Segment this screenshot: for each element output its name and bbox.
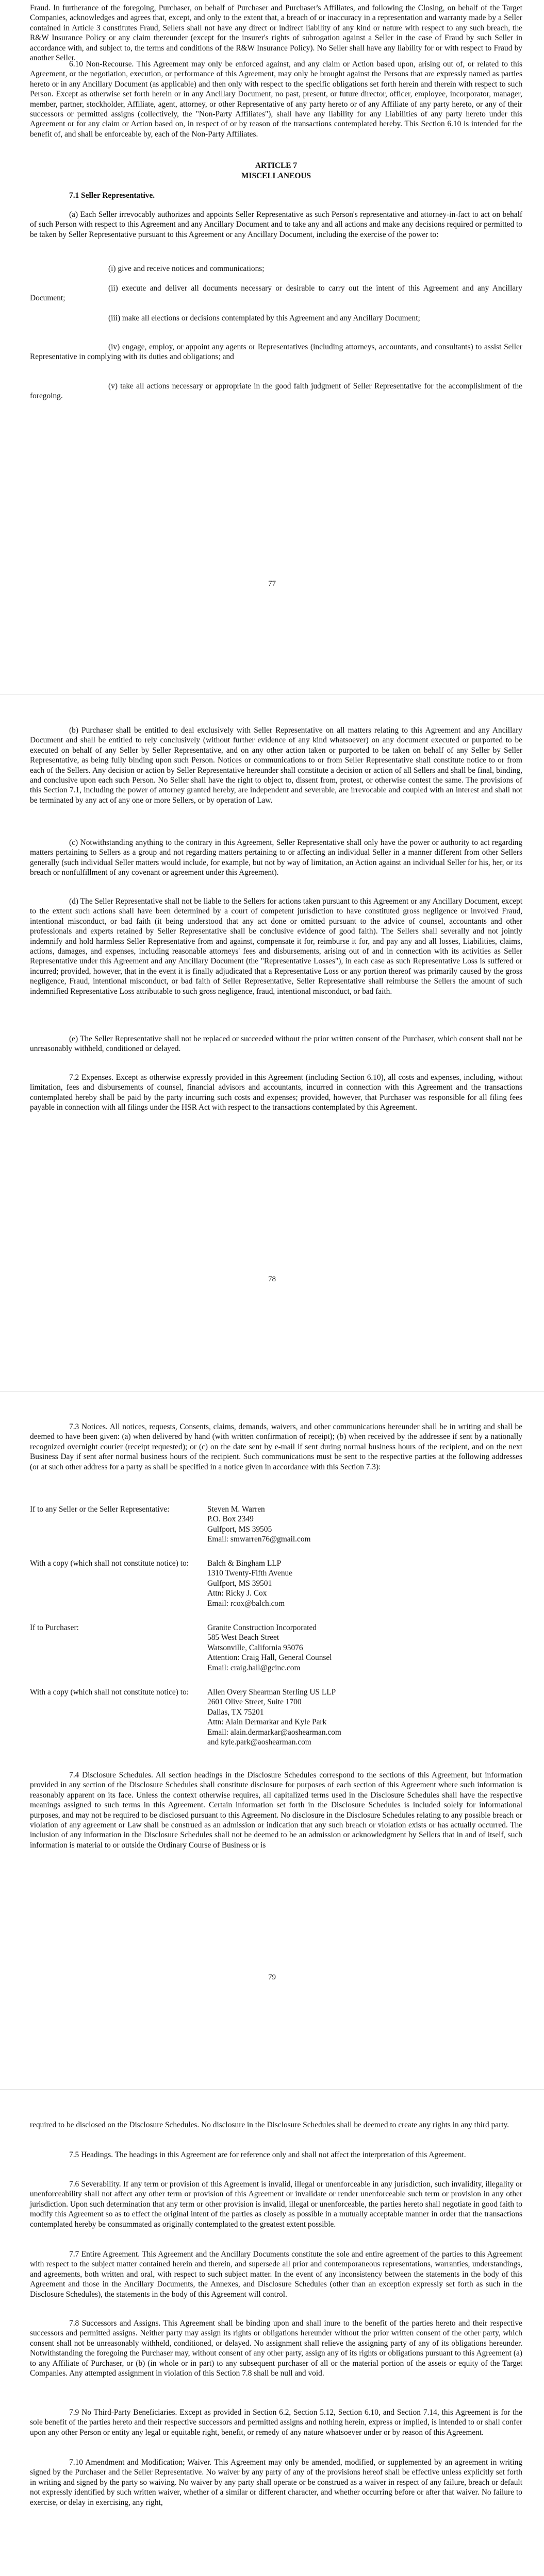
notice-sellers [30,1504,522,1546]
address-email[interactable]: Email: alain.dermarkar@aoshearman.com [207,1727,341,1737]
notice-purchaser [30,1623,522,1674]
section-7-1-c: (c) Notwithstanding anything to the contrary in this Agreement, Seller Representative shall only have the power or authority to act regarding matters pertaining to Sellers as a group and not regarding matters pertaining to or affecting an individual Seller in a manner different from other Sellers generally (such individual Seller matters would include, for example, but not by way of limitation, an Action against an individual Seller for his, her, or its breach or nonfulfillment of any covenant or agreement under this Agreement). [30,838,522,877]
address-line: P.O. Box 2349 [207,1515,254,1524]
notice-address [207,1687,496,1747]
address-email[interactable]: Email: craig.hall@gcinc.com [207,1663,301,1672]
notice-address [207,1623,496,1673]
page-divider [0,1391,544,1392]
section-7-1-a-ii: (ii) execute and deliver all documents necessary or desirable to carry out the intent of this Agreement and any Ancillary Document; [30,284,522,303]
section-7-3-notices: 7.3 Notices. All notices, requests, Consents, claims, demands, waivers, and other communications hereunder shall be in writing and shall be deemed to have been given: (a) when delivered by hand (with written confirmation of receipt); (b) when received by the addressee if sent by a nationally recognized overnight courier (receipt requested); or (c) on the date sent by e-mail if sent during normal business hours of the recipient, and on the next Business Day if sent after normal business hours of the recipient. Such communications must be sent to the respective parties at the following addresses (or at such other address for a party as shall be specified in a notice given in accordance with this Section 7.3): [30,1422,522,1471]
page-divider [0,2089,544,2090]
section-7-5-headings: 7.5 Headings. The headings in this Agreement are for reference only and shall not affect the interpretation of this Agreement. [69,2150,466,2159]
page-divider [0,694,544,695]
address-line: Gulfport, MS 39501 [207,1579,272,1588]
section-7-1-d: (d) The Seller Representative shall not be liable to the Sellers for actions taken pursuant to this Agreement or any Ancillary Document, except to the extent such actions shall have been determined by a court of competent jurisdiction to have constituted gross negligence or involved Fraud, intentional misconduct, or bad faith (it being understood that any act done or omitted pursuant to the advice of counsel, accountants and other professionals and experts retained by Seller Representative shall be conclusive evidence of good faith). The Sellers shall severally and not jointly indemnify and hold harmless Seller Representative from and against, compensate it for, reimburse it for, and pay any and all losses, Liabilities, claims, actions, damages, and expenses, including reasonable attorneys' fees and disbursements, arising out of and in connection with its activities as Seller Representative under this Agreement and any Ancillary Document (the "Representative Losses"), in each case as such Representative Loss is suffered or incurred; provided, however, that in the event it is finally adjudicated that a Representative Loss or any portion thereof was primarily caused by the gross negligence, Fraud, intentional misconduct, or bad faith of Seller Representative, Seller Representative shall reimburse the Sellers the amount of such indemnified Representative Loss attributable to such gross negligence, fraud, intentional misconduct, or bad faith. [30,897,522,996]
section-7-4-disclosure-schedules: 7.4 Disclosure Schedules. All section headings in the Disclosure Schedules correspond to the sections of this Agreement, but information provided in any section of the Disclosure Schedules shall constitute disclosure for purposes of each section of this Agreement where such information is reasonably apparent on its face. Unless the context otherwise requires, all capitalized terms used in the Disclosure Schedules shall have the respective meanings assigned to such terms in this Agreement. Certain information set forth in the Disclosure Schedules is included solely for informational purposes, and may not be required to be disclosed pursuant to this Agreement. No disclosure in the Disclosure Schedules relating to any possible breach or violation of any agreement or Law shall be construed as an admission or indication that any such breach or violation exists or has actually occurred. The inclusion of any information in the Disclosure Schedules shall not be deemed to be an admission or acknowledgment by Sellers that in and of itself, such information is material to or outside the Ordinary Course of Business or is [30,1771,522,1850]
notice-label: With a copy (which shall not constitute notice) to: [30,1688,189,1697]
notice-address [207,1504,496,1545]
section-7-1-a: (a) Each Seller irrevocably authorizes and appoints Seller Representative as such Person's representative and attorney-in-fact to act on behalf of such Person with respect to this Agreement and any Ancillary Document and to take any and all actions and make any decisions required or permitted to be taken by Seller Representative pursuant to this Agreement or any Ancillary Document, including the exercise of the power to: [30,210,522,239]
notice-label: With a copy (which shall not constitute notice) to: [30,1559,189,1568]
notice-address [207,1558,496,1608]
section-7-1-a-iii: (iii) make all elections or decisions contemplated by this Agreement and any Ancillary Document; [108,314,420,323]
section-7-1-b: (b) Purchaser shall be entitled to deal exclusively with Seller Representative on all matters relating to this Agreement and any Ancillary Document and shall be entitled to rely conclusively (without further evidence of any kind whatsoever) on any document executed or purported to be executed on behalf of any Seller by Seller Representative, and on any other action taken or purported to be taken on behalf of any Seller by Seller Representative, as being fully binding upon such Person. Notices or communications to or from Seller Representative shall constitute notice to or from each of the Sellers. Any decision or action by Seller Representative hereunder shall constitute a decision or action of all Sellers and shall be final, binding, and conclusive upon each such Person. No Seller shall have the right to object to, dissent from, protest, or otherwise contest the same. The provisions of this Section 7.1, including the power of attorney granted hereby, are independent and severable, are irrevocable and coupled with an interest and shall not be terminated by any act of any one or more Sellers, or by operation of Law. [30,726,522,805]
address-email[interactable]: and kyle.park@aoshearman.com [207,1738,311,1747]
section-7-1-e: (e) The Seller Representative shall not be replaced or succeeded without the prior written consent of the Purchaser, which consent shall not be unreasonably withheld, conditioned or delayed. [30,1035,522,1054]
notice-sellers-copy [30,1558,522,1610]
address-line: Attention: Craig Hall, General Counsel [207,1653,332,1663]
address-line: Attn: Ricky J. Cox [207,1589,267,1598]
address-email[interactable]: Email: rcox@balch.com [207,1599,285,1608]
address-line: Steven M. Warren [207,1505,265,1514]
notice-purchaser-copy [30,1687,522,1749]
address-line: 585 West Beach Street [207,1633,279,1642]
section-7-1-a-i: (i) give and receive notices and communications; [108,264,265,273]
address-line: 2601 Olive Street, Suite 1700 [207,1698,302,1707]
section-7-7-entire-agreement: 7.7 Entire Agreement. This Agreement and the Ancillary Documents constitute the sole and entire agreement of the parties to this Agreement with respect to the subject matter contained herein and therein, and supersede all prior and contemporaneous representations, warranties, understandings, and agreements, both written and oral, with respect to such subject matter. In the event of any inconsistency between the statements in the body of this Agreement and those in the Ancillary Documents, the Annexes, and Disclosure Schedules (other than an exception expressly set forth as such in the Disclosure Schedules), the statements in the body of this Agreement will control. [30,2250,522,2299]
notice-label: If to any Seller or the Seller Representative: [30,1505,170,1514]
section-6-10-non-recourse: 6.10 Non-Recourse. This Agreement may only be enforced against, and any claim or Action based upon, arising out of, or related to this Agreement, or the negotiation, execution, or performance of this Agreement, may only be brought against the Persons that are expressly named as parties hereto or in any Ancillary Document (as applicable) and then only with respect to the specific obligations set forth herein and therein with respect to such Person. Except as otherwise set forth herein or in any Ancillary Document, no past, present, or future director, officer, employee, incorporator, manager, member, partner, stockholder, Affiliate, agent, attorney, or other Representative of any party hereto or of any Affiliate of any party hereto, or any of their successors or permitted assigns (collectively, the "Non-Party Affiliates"), shall have any liability for any Liabilities of any party hereto under this Agreement or for any claim or Action based on, in respect of or by reason of the transactions contemplated hereby. This Section 6.10 is intended for the benefit of, and shall be enforceable by, each of the Non-Party Affiliates. [30,60,522,139]
address-line: Gulfport, MS 39505 [207,1524,272,1534]
notice-label: If to Purchaser: [30,1623,79,1632]
address-line: Watsonville, California 95076 [207,1643,303,1652]
address-line: Allen Overy Shearman Sterling US LLP [207,1688,336,1697]
article-7-title: MISCELLANEOUS [241,172,311,180]
address-line: Attn: Alain Dermarkar and Kyle Park [207,1718,327,1727]
address-email[interactable]: Email: smwarren76@gmail.com [207,1535,311,1544]
section-7-1-heading: 7.1 Seller Representative. [69,191,155,200]
page-number: 78 [268,1275,276,1283]
address-line: Balch & Bingham LLP [207,1559,282,1568]
address-line: Dallas, TX 75201 [207,1707,264,1717]
page-number: 79 [268,1973,276,1981]
section-7-2-expenses: 7.2 Expenses. Except as otherwise expressly provided in this Agreement (including Section 6.10), all costs and expenses, including, without limitation, fees and disbursements of counsel, financial advisors and accountants, incurred in connection with this Agreement and the transactions contemplated hereby shall be paid by the party incurring such costs and expenses; provided, however, that Purchaser was responsible for all filing fees payable in connection with all filings under the HSR Act with respect to the transactions contemplated by this Agreement. [30,1073,522,1112]
section-7-9-no-third-party: 7.9 No Third-Party Beneficiaries. Except as provided in Section 6.2, Section 5.12, Section 6.10, and Section 7.14, this Agreement is for the sole benefit of the parties hereto and their respective successors and permitted assigns and nothing herein, express or implied, is intended to or shall confer upon any other Person or entity any legal or equitable right, benefit, or remedy of any nature whatsoever under or by reason of this Agreement. [30,2408,522,2437]
paragraph-disclosure-continued: required to be disclosed on the Disclosure Schedules. No disclosure in the Disclosure Schedules shall be deemed to create any rights in any third party. [30,2121,509,2129]
section-7-8-successors-assigns: 7.8 Successors and Assigns. This Agreement shall be binding upon and shall inure to the benefit of the parties hereto and their respective successors and permitted assigns. Neither party may assign its rights or obligations hereunder without the prior written consent of the other party, which consent shall not be unreasonably withheld, conditioned, or delayed. No assignment shall relieve the assigning party of any of its obligations hereunder. Notwithstanding the foregoing the Purchaser may, without consent of any other party, assign any of its rights or obligations pursuant to this Agreement (a) to any Affiliate of Purchaser, or (b) (in whole or in part) to any subsequent purchaser of all or the material portion of the assets or equity of the Target Companies. Any attempted assignment in violation of this Section 7.8 shall be null and void. [30,2319,522,2378]
section-7-1-a-iv: (iv) engage, employ, or appoint any agents or Representatives (including attorneys, accountants, and consultants) to assist Seller Representative in complying with its duties and obligations; and [30,343,522,362]
page-number: 77 [268,580,276,588]
address-line: Granite Construction Incorporated [207,1623,317,1632]
section-7-1-a-v: (v) take all actions necessary or appropriate in the good faith judgment of Seller Representative for the accomplishment of the foregoing. [30,382,522,401]
section-7-10-amendment-waiver: 7.10 Amendment and Modification; Waiver. This Agreement may only be amended, modified, or supplemented by an agreement in writing signed by the Purchaser and the Seller Representative. No waiver by any party of any of the provisions hereof shall be effective unless explicitly set forth in writing and signed by the party so waiving. No waiver by any party shall operate or be construed as a waiver in respect of any failure, breach or default not expressly identified by such written waiver, whether of a similar or different character, and whether occurring before or after that waiver. No failure to exercise, or delay in exercising, any right, [30,2458,522,2507]
paragraph-fraud-continued: Fraud. In furtherance of the foregoing, Purchaser, on behalf of Purchaser and Purchaser's Affiliates, and following the Closing, on behalf of the Target Companies, acknowledges and agrees that, except, and only to the extent that, a breach of or inaccuracy in a representation and warranty made by a Seller contained in Article 3 constitutes Fraud, Sellers shall not have any direct or indirect liability of any kind or nature with respect to any such breach, the R&W Insurance Policy or any claim thereunder (except for the insurer's rights of subrogation against a Seller in the case of Fraud by such Seller in accordance with, and subject to, the terms and conditions of the R&W Insurance Policy). No Seller shall have any liability for or with respect to Fraud by another Seller. [30,4,522,63]
address-line: 1310 Twenty-Fifth Avenue [207,1569,293,1578]
section-7-6-severability: 7.6 Severability. If any term or provision of this Agreement is invalid, illegal or unenforceable in any jurisdiction, such invalidity, illegality or unenforceability shall not affect any other term or provision of this Agreement or invalidate or render unenforceable such term or provision in any other jurisdiction. Upon such determination that any term or other provision is invalid, illegal or unenforceable, the parties hereto shall negotiate in good faith to modify this Agreement so as to effect the original intent of the parties as closely as possible in a mutually acceptable manner in order that the transactions contemplated hereby be consummated as originally contemplated to the greatest extent possible. [30,2180,522,2229]
article-7-heading: ARTICLE 7 [255,161,298,170]
